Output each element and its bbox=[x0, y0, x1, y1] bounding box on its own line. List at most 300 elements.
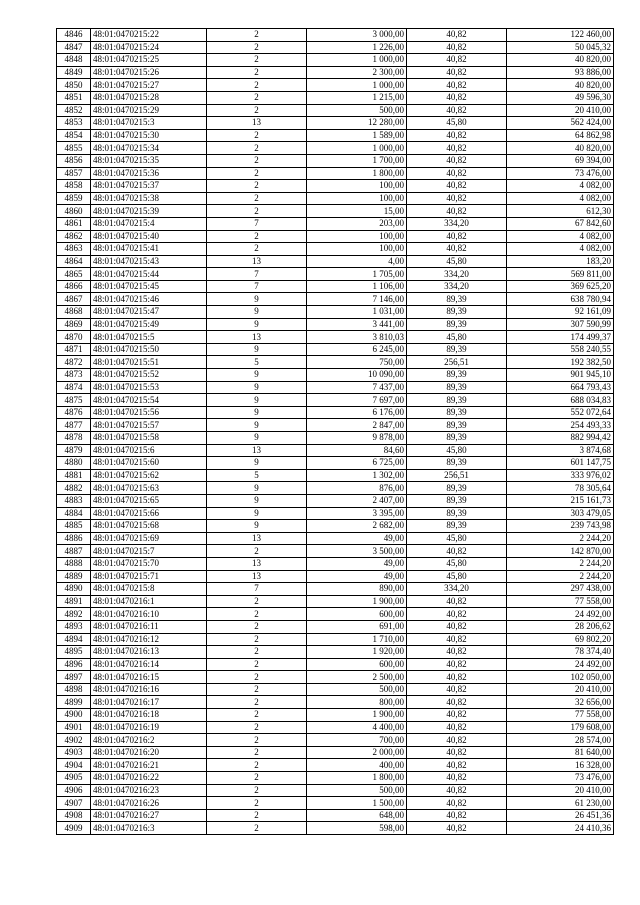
cadastral-number-cell: 48:01:0470215:29 bbox=[91, 104, 207, 117]
specific-value-cell: 40,82 bbox=[407, 91, 507, 104]
group-code-cell: 13 bbox=[207, 570, 307, 583]
area-cell: 750,00 bbox=[307, 356, 407, 369]
table-row bbox=[57, 419, 614, 432]
group-code-cell: 13 bbox=[207, 117, 307, 130]
area-cell: 1 589,00 bbox=[307, 129, 407, 142]
cadastral-number-cell: 48:01:0470216:19 bbox=[91, 721, 207, 734]
cadastral-value-cell: 2 244,20 bbox=[507, 570, 614, 583]
cadastral-number-cell: 48:01:0470215:41 bbox=[91, 243, 207, 256]
row-number-cell: 4870 bbox=[57, 331, 91, 344]
group-code-cell: 9 bbox=[207, 306, 307, 319]
group-code-cell: 2 bbox=[207, 696, 307, 709]
specific-value-cell: 40,82 bbox=[407, 180, 507, 193]
table-row bbox=[57, 507, 614, 520]
area-cell: 2 847,00 bbox=[307, 419, 407, 432]
cadastral-value-cell: 40 820,00 bbox=[507, 54, 614, 67]
row-number-cell: 4884 bbox=[57, 507, 91, 520]
specific-value-cell: 89,39 bbox=[407, 293, 507, 306]
specific-value-cell: 256,51 bbox=[407, 356, 507, 369]
specific-value-cell: 334,20 bbox=[407, 268, 507, 281]
group-code-cell: 2 bbox=[207, 54, 307, 67]
group-code-cell: 2 bbox=[207, 658, 307, 671]
table-row bbox=[57, 205, 614, 218]
row-number-cell: 4864 bbox=[57, 255, 91, 268]
row-number-cell: 4903 bbox=[57, 746, 91, 759]
area-cell: 500,00 bbox=[307, 104, 407, 117]
row-number-cell: 4866 bbox=[57, 280, 91, 293]
table-row bbox=[57, 683, 614, 696]
group-code-cell: 9 bbox=[207, 369, 307, 382]
cadastral-number-cell: 48:01:0470215:49 bbox=[91, 318, 207, 331]
cadastral-value-cell: 215 161,73 bbox=[507, 494, 614, 507]
area-cell: 2 500,00 bbox=[307, 671, 407, 684]
specific-value-cell: 40,82 bbox=[407, 192, 507, 205]
row-number-cell: 4885 bbox=[57, 520, 91, 533]
specific-value-cell: 40,82 bbox=[407, 41, 507, 54]
table-row bbox=[57, 394, 614, 407]
area-cell: 1 031,00 bbox=[307, 306, 407, 319]
cadastral-value-cell: 3 874,68 bbox=[507, 444, 614, 457]
group-code-cell: 13 bbox=[207, 557, 307, 570]
specific-value-cell: 45,80 bbox=[407, 331, 507, 344]
area-cell: 1 705,00 bbox=[307, 268, 407, 281]
specific-value-cell: 40,82 bbox=[407, 595, 507, 608]
group-code-cell: 2 bbox=[207, 230, 307, 243]
cadastral-number-cell: 48:01:0470216:27 bbox=[91, 809, 207, 822]
area-cell: 1 106,00 bbox=[307, 280, 407, 293]
table-row bbox=[57, 432, 614, 445]
specific-value-cell: 40,82 bbox=[407, 205, 507, 218]
cadastral-value-cell: 558 240,55 bbox=[507, 343, 614, 356]
table-row bbox=[57, 406, 614, 419]
table-row bbox=[57, 180, 614, 193]
row-number-cell: 4882 bbox=[57, 482, 91, 495]
specific-value-cell: 89,39 bbox=[407, 507, 507, 520]
row-number-cell: 4879 bbox=[57, 444, 91, 457]
row-number-cell: 4863 bbox=[57, 243, 91, 256]
area-cell: 648,00 bbox=[307, 809, 407, 822]
group-code-cell: 2 bbox=[207, 66, 307, 79]
area-cell: 3 810,03 bbox=[307, 331, 407, 344]
specific-value-cell: 89,39 bbox=[407, 457, 507, 470]
group-code-cell: 2 bbox=[207, 595, 307, 608]
cadastral-value-cell: 40 820,00 bbox=[507, 79, 614, 92]
area-cell: 10 090,00 bbox=[307, 369, 407, 382]
cadastral-value-cell: 73 476,00 bbox=[507, 772, 614, 785]
cadastral-value-cell: 2 244,20 bbox=[507, 532, 614, 545]
group-code-cell: 2 bbox=[207, 29, 307, 42]
specific-value-cell: 40,82 bbox=[407, 154, 507, 167]
specific-value-cell: 40,82 bbox=[407, 545, 507, 558]
area-cell: 691,00 bbox=[307, 620, 407, 633]
cadastral-value-cell: 20 410,00 bbox=[507, 683, 614, 696]
area-cell: 2 300,00 bbox=[307, 66, 407, 79]
group-code-cell: 2 bbox=[207, 784, 307, 797]
cadastral-number-cell: 48:01:0470215:58 bbox=[91, 432, 207, 445]
specific-value-cell: 40,82 bbox=[407, 721, 507, 734]
row-number-cell: 4898 bbox=[57, 683, 91, 696]
cadastral-number-cell: 48:01:0470216:10 bbox=[91, 608, 207, 621]
group-code-cell: 2 bbox=[207, 822, 307, 835]
table-row bbox=[57, 520, 614, 533]
cadastral-number-cell: 48:01:0470215:7 bbox=[91, 545, 207, 558]
group-code-cell: 9 bbox=[207, 520, 307, 533]
table-row bbox=[57, 620, 614, 633]
cadastral-number-cell: 48:01:0470216:23 bbox=[91, 784, 207, 797]
table-row bbox=[57, 532, 614, 545]
group-code-cell: 13 bbox=[207, 532, 307, 545]
table-row bbox=[57, 104, 614, 117]
cadastral-number-cell: 48:01:0470216:1 bbox=[91, 595, 207, 608]
cadastral-number-cell: 48:01:0470215:8 bbox=[91, 583, 207, 596]
area-cell: 876,00 bbox=[307, 482, 407, 495]
row-number-cell: 4853 bbox=[57, 117, 91, 130]
area-cell: 49,00 bbox=[307, 570, 407, 583]
group-code-cell: 13 bbox=[207, 255, 307, 268]
area-cell: 1 710,00 bbox=[307, 633, 407, 646]
row-number-cell: 4867 bbox=[57, 293, 91, 306]
cadastral-value-cell: 664 793,43 bbox=[507, 381, 614, 394]
group-code-cell: 2 bbox=[207, 192, 307, 205]
group-code-cell: 2 bbox=[207, 79, 307, 92]
cadastral-number-cell: 48:01:0470216:17 bbox=[91, 696, 207, 709]
table-row bbox=[57, 66, 614, 79]
group-code-cell: 7 bbox=[207, 583, 307, 596]
cadastral-number-cell: 48:01:0470215:71 bbox=[91, 570, 207, 583]
area-cell: 49,00 bbox=[307, 557, 407, 570]
area-cell: 49,00 bbox=[307, 532, 407, 545]
cadastral-number-cell: 48:01:0470215:44 bbox=[91, 268, 207, 281]
cadastral-number-cell: 48:01:0470215:25 bbox=[91, 54, 207, 67]
specific-value-cell: 40,82 bbox=[407, 658, 507, 671]
table-row bbox=[57, 633, 614, 646]
group-code-cell: 9 bbox=[207, 293, 307, 306]
row-number-cell: 4855 bbox=[57, 142, 91, 155]
table-row bbox=[57, 482, 614, 495]
table-row bbox=[57, 167, 614, 180]
table-row bbox=[57, 709, 614, 722]
row-number-cell: 4907 bbox=[57, 797, 91, 810]
cadastral-value-cell: 16 328,00 bbox=[507, 759, 614, 772]
cadastral-number-cell: 48:01:0470215:53 bbox=[91, 381, 207, 394]
row-number-cell: 4906 bbox=[57, 784, 91, 797]
specific-value-cell: 334,20 bbox=[407, 583, 507, 596]
row-number-cell: 4904 bbox=[57, 759, 91, 772]
cadastral-value-cell: 122 460,00 bbox=[507, 29, 614, 42]
table-row bbox=[57, 646, 614, 659]
cadastral-number-cell: 48:01:0470215:22 bbox=[91, 29, 207, 42]
group-code-cell: 2 bbox=[207, 545, 307, 558]
specific-value-cell: 40,82 bbox=[407, 709, 507, 722]
table-row bbox=[57, 595, 614, 608]
row-number-cell: 4862 bbox=[57, 230, 91, 243]
table-row bbox=[57, 192, 614, 205]
cadastral-value-cell: 69 394,00 bbox=[507, 154, 614, 167]
row-number-cell: 4873 bbox=[57, 369, 91, 382]
cadastral-number-cell: 48:01:0470215:46 bbox=[91, 293, 207, 306]
cadastral-number-cell: 48:01:0470215:43 bbox=[91, 255, 207, 268]
cadastral-value-cell: 78 305,64 bbox=[507, 482, 614, 495]
cadastral-number-cell: 48:01:0470216:16 bbox=[91, 683, 207, 696]
cadastral-number-cell: 48:01:0470215:51 bbox=[91, 356, 207, 369]
area-cell: 6 725,00 bbox=[307, 457, 407, 470]
row-number-cell: 4852 bbox=[57, 104, 91, 117]
group-code-cell: 2 bbox=[207, 104, 307, 117]
table-row bbox=[57, 318, 614, 331]
specific-value-cell: 40,82 bbox=[407, 671, 507, 684]
row-number-cell: 4869 bbox=[57, 318, 91, 331]
specific-value-cell: 40,82 bbox=[407, 809, 507, 822]
cadastral-number-cell: 48:01:0470215:26 bbox=[91, 66, 207, 79]
row-number-cell: 4846 bbox=[57, 29, 91, 42]
group-code-cell: 2 bbox=[207, 809, 307, 822]
group-code-cell: 2 bbox=[207, 142, 307, 155]
row-number-cell: 4881 bbox=[57, 469, 91, 482]
cadastral-value-cell: 50 045,32 bbox=[507, 41, 614, 54]
table-row bbox=[57, 469, 614, 482]
row-number-cell: 4890 bbox=[57, 583, 91, 596]
table-row bbox=[57, 570, 614, 583]
area-cell: 1 900,00 bbox=[307, 709, 407, 722]
group-code-cell: 9 bbox=[207, 343, 307, 356]
table-row bbox=[57, 356, 614, 369]
cadastral-number-cell: 48:01:0470215:3 bbox=[91, 117, 207, 130]
group-code-cell: 9 bbox=[207, 394, 307, 407]
cadastral-value-cell: 333 976,02 bbox=[507, 469, 614, 482]
cadastral-number-cell: 48:01:0470216:26 bbox=[91, 797, 207, 810]
area-cell: 6 245,00 bbox=[307, 343, 407, 356]
area-cell: 6 176,00 bbox=[307, 406, 407, 419]
specific-value-cell: 89,39 bbox=[407, 318, 507, 331]
area-cell: 500,00 bbox=[307, 683, 407, 696]
cadastral-number-cell: 48:01:0470215:45 bbox=[91, 280, 207, 293]
cadastral-number-cell: 48:01:0470215:57 bbox=[91, 419, 207, 432]
table-row bbox=[57, 129, 614, 142]
row-number-cell: 4872 bbox=[57, 356, 91, 369]
area-cell: 100,00 bbox=[307, 192, 407, 205]
cadastral-number-cell: 48:01:0470215:28 bbox=[91, 91, 207, 104]
area-cell: 84,60 bbox=[307, 444, 407, 457]
cadastral-value-cell: 77 558,00 bbox=[507, 709, 614, 722]
table-row bbox=[57, 91, 614, 104]
row-number-cell: 4847 bbox=[57, 41, 91, 54]
area-cell: 7 437,00 bbox=[307, 381, 407, 394]
cadastral-number-cell: 48:01:0470215:30 bbox=[91, 129, 207, 142]
group-code-cell: 9 bbox=[207, 406, 307, 419]
cadastral-value-cell: 4 082,00 bbox=[507, 243, 614, 256]
cadastral-number-cell: 48:01:0470215:69 bbox=[91, 532, 207, 545]
group-code-cell: 9 bbox=[207, 419, 307, 432]
cadastral-number-cell: 48:01:0470215:70 bbox=[91, 557, 207, 570]
area-cell: 1 900,00 bbox=[307, 595, 407, 608]
group-code-cell: 2 bbox=[207, 167, 307, 180]
row-number-cell: 4877 bbox=[57, 419, 91, 432]
specific-value-cell: 40,82 bbox=[407, 142, 507, 155]
cadastral-value-cell: 303 479,05 bbox=[507, 507, 614, 520]
cadastral-value-cell: 369 625,20 bbox=[507, 280, 614, 293]
table-row bbox=[57, 494, 614, 507]
specific-value-cell: 334,20 bbox=[407, 280, 507, 293]
area-cell: 3 395,00 bbox=[307, 507, 407, 520]
area-cell: 890,00 bbox=[307, 583, 407, 596]
cadastral-value-cell: 569 811,00 bbox=[507, 268, 614, 281]
area-cell: 9 878,00 bbox=[307, 432, 407, 445]
group-code-cell: 2 bbox=[207, 41, 307, 54]
area-cell: 1 800,00 bbox=[307, 772, 407, 785]
cadastral-value-cell: 28 574,00 bbox=[507, 734, 614, 747]
group-code-cell: 9 bbox=[207, 494, 307, 507]
specific-value-cell: 40,82 bbox=[407, 66, 507, 79]
specific-value-cell: 45,80 bbox=[407, 255, 507, 268]
cadastral-value-cell: 239 743,98 bbox=[507, 520, 614, 533]
row-number-cell: 4868 bbox=[57, 306, 91, 319]
table-row bbox=[57, 230, 614, 243]
cadastral-value-table bbox=[56, 28, 614, 835]
cadastral-number-cell: 48:01:0470216:3 bbox=[91, 822, 207, 835]
cadastral-number-cell: 48:01:0470216:2 bbox=[91, 734, 207, 747]
row-number-cell: 4894 bbox=[57, 633, 91, 646]
table-row bbox=[57, 255, 614, 268]
row-number-cell: 4900 bbox=[57, 709, 91, 722]
row-number-cell: 4886 bbox=[57, 532, 91, 545]
specific-value-cell: 40,82 bbox=[407, 29, 507, 42]
area-cell: 7 146,00 bbox=[307, 293, 407, 306]
cadastral-value-cell: 67 842,60 bbox=[507, 217, 614, 230]
table-row bbox=[57, 696, 614, 709]
area-cell: 3 000,00 bbox=[307, 29, 407, 42]
cadastral-number-cell: 48:01:0470215:62 bbox=[91, 469, 207, 482]
specific-value-cell: 40,82 bbox=[407, 696, 507, 709]
table-row bbox=[57, 671, 614, 684]
area-cell: 700,00 bbox=[307, 734, 407, 747]
cadastral-value-cell: 183,20 bbox=[507, 255, 614, 268]
group-code-cell: 2 bbox=[207, 797, 307, 810]
specific-value-cell: 40,82 bbox=[407, 797, 507, 810]
row-number-cell: 4859 bbox=[57, 192, 91, 205]
area-cell: 600,00 bbox=[307, 608, 407, 621]
table-row bbox=[57, 583, 614, 596]
area-cell: 598,00 bbox=[307, 822, 407, 835]
cadastral-number-cell: 48:01:0470215:66 bbox=[91, 507, 207, 520]
group-code-cell: 2 bbox=[207, 759, 307, 772]
area-cell: 1 000,00 bbox=[307, 54, 407, 67]
area-cell: 1 302,00 bbox=[307, 469, 407, 482]
group-code-cell: 9 bbox=[207, 482, 307, 495]
area-cell: 1 226,00 bbox=[307, 41, 407, 54]
cadastral-value-cell: 297 438,00 bbox=[507, 583, 614, 596]
area-cell: 3 500,00 bbox=[307, 545, 407, 558]
specific-value-cell: 40,82 bbox=[407, 129, 507, 142]
specific-value-cell: 89,39 bbox=[407, 343, 507, 356]
cadastral-number-cell: 48:01:0470215:27 bbox=[91, 79, 207, 92]
specific-value-cell: 40,82 bbox=[407, 79, 507, 92]
specific-value-cell: 40,82 bbox=[407, 620, 507, 633]
row-number-cell: 4896 bbox=[57, 658, 91, 671]
specific-value-cell: 40,82 bbox=[407, 608, 507, 621]
cadastral-number-cell: 48:01:0470215:63 bbox=[91, 482, 207, 495]
group-code-cell: 9 bbox=[207, 318, 307, 331]
specific-value-cell: 40,82 bbox=[407, 759, 507, 772]
specific-value-cell: 45,80 bbox=[407, 117, 507, 130]
cadastral-number-cell: 48:01:0470215:34 bbox=[91, 142, 207, 155]
table-row bbox=[57, 457, 614, 470]
cadastral-number-cell: 48:01:0470215:50 bbox=[91, 343, 207, 356]
area-cell: 400,00 bbox=[307, 759, 407, 772]
group-code-cell: 5 bbox=[207, 469, 307, 482]
table-row bbox=[57, 759, 614, 772]
table-row bbox=[57, 29, 614, 42]
group-code-cell: 2 bbox=[207, 620, 307, 633]
row-number-cell: 4888 bbox=[57, 557, 91, 570]
row-number-cell: 4858 bbox=[57, 180, 91, 193]
group-code-cell: 2 bbox=[207, 180, 307, 193]
row-number-cell: 4887 bbox=[57, 545, 91, 558]
row-number-cell: 4875 bbox=[57, 394, 91, 407]
area-cell: 12 280,00 bbox=[307, 117, 407, 130]
table-row bbox=[57, 557, 614, 570]
cadastral-number-cell: 48:01:0470215:35 bbox=[91, 154, 207, 167]
cadastral-number-cell: 48:01:0470215:39 bbox=[91, 205, 207, 218]
table-row bbox=[57, 280, 614, 293]
area-cell: 1 000,00 bbox=[307, 142, 407, 155]
group-code-cell: 2 bbox=[207, 671, 307, 684]
specific-value-cell: 89,39 bbox=[407, 520, 507, 533]
area-cell: 4,00 bbox=[307, 255, 407, 268]
area-cell: 7 697,00 bbox=[307, 394, 407, 407]
table-row bbox=[57, 243, 614, 256]
group-code-cell: 7 bbox=[207, 280, 307, 293]
specific-value-cell: 40,82 bbox=[407, 633, 507, 646]
group-code-cell: 2 bbox=[207, 243, 307, 256]
specific-value-cell: 40,82 bbox=[407, 646, 507, 659]
area-cell: 1 800,00 bbox=[307, 167, 407, 180]
group-code-cell: 2 bbox=[207, 721, 307, 734]
row-number-cell: 4854 bbox=[57, 129, 91, 142]
cadastral-value-cell: 81 640,00 bbox=[507, 746, 614, 759]
specific-value-cell: 89,39 bbox=[407, 419, 507, 432]
cadastral-value-cell: 552 072,64 bbox=[507, 406, 614, 419]
table-row bbox=[57, 797, 614, 810]
specific-value-cell: 40,82 bbox=[407, 54, 507, 67]
group-code-cell: 9 bbox=[207, 507, 307, 520]
row-number-cell: 4851 bbox=[57, 91, 91, 104]
row-number-cell: 4892 bbox=[57, 608, 91, 621]
row-number-cell: 4874 bbox=[57, 381, 91, 394]
area-cell: 2 407,00 bbox=[307, 494, 407, 507]
row-number-cell: 4899 bbox=[57, 696, 91, 709]
cadastral-value-cell: 92 161,09 bbox=[507, 306, 614, 319]
row-number-cell: 4848 bbox=[57, 54, 91, 67]
group-code-cell: 13 bbox=[207, 444, 307, 457]
table-row bbox=[57, 268, 614, 281]
cadastral-number-cell: 48:01:0470215:38 bbox=[91, 192, 207, 205]
table-row bbox=[57, 608, 614, 621]
cadastral-value-cell: 142 870,00 bbox=[507, 545, 614, 558]
specific-value-cell: 40,82 bbox=[407, 167, 507, 180]
row-number-cell: 4880 bbox=[57, 457, 91, 470]
table-row bbox=[57, 809, 614, 822]
cadastral-value-cell: 192 382,50 bbox=[507, 356, 614, 369]
specific-value-cell: 89,39 bbox=[407, 369, 507, 382]
cadastral-value-cell: 40 820,00 bbox=[507, 142, 614, 155]
area-cell: 500,00 bbox=[307, 784, 407, 797]
group-code-cell: 2 bbox=[207, 91, 307, 104]
cadastral-number-cell: 48:01:0470216:11 bbox=[91, 620, 207, 633]
specific-value-cell: 89,39 bbox=[407, 394, 507, 407]
group-code-cell: 2 bbox=[207, 646, 307, 659]
specific-value-cell: 45,80 bbox=[407, 570, 507, 583]
cadastral-value-cell: 882 994,42 bbox=[507, 432, 614, 445]
